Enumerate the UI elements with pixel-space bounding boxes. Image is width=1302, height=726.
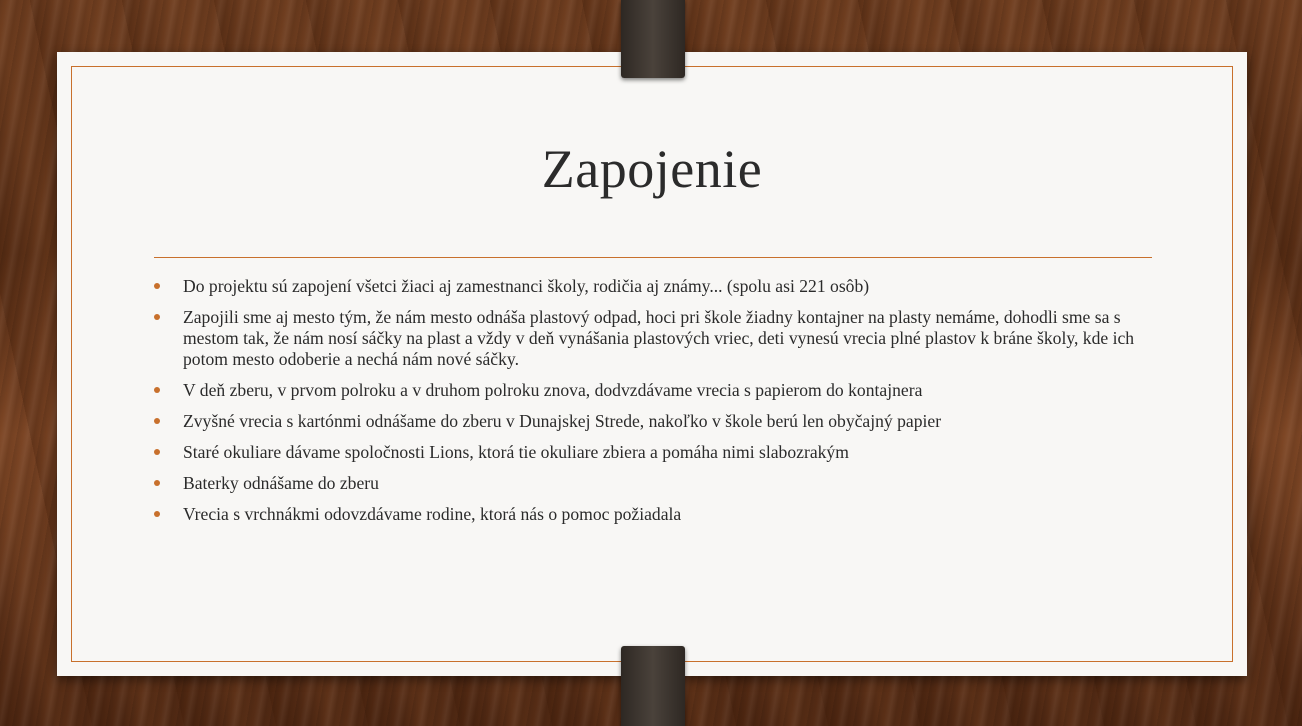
bullet-text: Baterky odnášame do zberu [183,473,379,493]
top-clip [621,0,685,78]
bullet-dot-icon [154,449,160,455]
bullet-item [152,307,1152,370]
bullet-text: Vrecia s vrchnákmi odovzdávame rodine, ktorá nás o pomoc požiadala [183,504,682,524]
bullet-dot-icon [154,480,160,486]
bullet-item [152,380,1152,401]
bullet-item [152,504,1152,525]
bullet-dot-icon [154,283,160,289]
bullet-item [152,473,1152,494]
bullet-text: Zapojili sme aj mesto tým, že nám mesto odnáša plastový odpad, hoci pri škole žiadny kontajner na plasty nemáme, dohodli sme sa s mestom tak, že nám nosí sáčky na plast a vždy v deň vynášania plastových vriec, deti vynesú vrecia plné plastov k bráne školy, kde ich potom mesto odoberie a nechá nám nové sáčky. [183,307,1135,369]
bullet-list [152,276,1152,535]
bullet-item [152,411,1152,432]
bullet-dot-icon [154,387,160,393]
bullet-dot-icon [154,314,160,320]
bullet-item [152,276,1152,297]
bottom-clip [621,646,685,726]
bullet-item [152,442,1152,463]
bullet-dot-icon [154,418,160,424]
bullet-dot-icon [154,511,160,517]
bullet-text: V deň zberu, v prvom polroku a v druhom polroku znova, dodvzdávame vrecia s papierom do kontajnera [183,380,923,400]
title-divider [154,257,1152,258]
slide-title: Zapojenie [541,139,763,199]
bullet-text: Staré okuliare dávame spoločnosti Lions, ktorá tie okuliare zbiera a pomáha nimi slabozrakým [183,442,849,462]
bullet-text: Zvyšné vrecia s kartónmi odnášame do zberu v Dunajskej Strede, nakoľko v škole berú len obyčajný papier [183,411,942,431]
bullet-text: Do projektu sú zapojení všetci žiaci aj zamestnanci školy, rodičia aj známy... (spolu asi 221 osôb) [183,276,870,296]
